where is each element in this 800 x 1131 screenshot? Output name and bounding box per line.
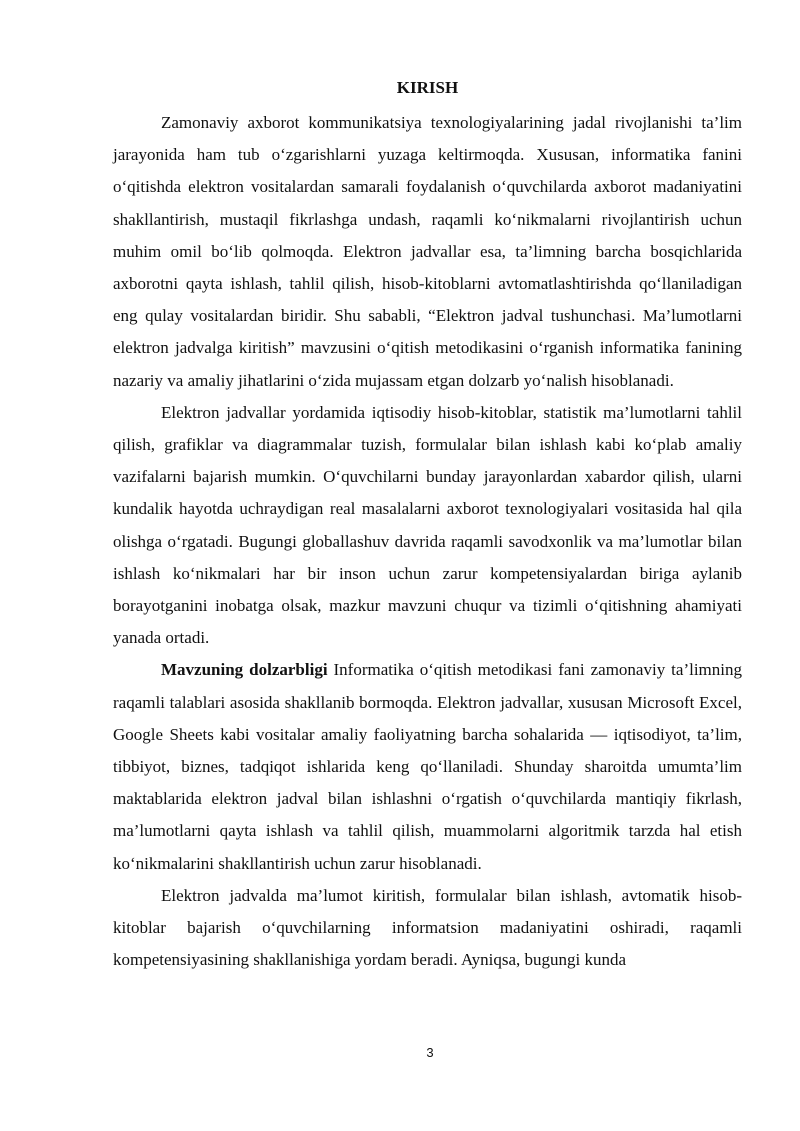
paragraph-text: Elektron jadvallar yordamida iqtisodiy hisob-kitoblar, statistik ma’lumotlarni tahlil qilish, grafiklar va diagrammalar tuzish, formulalar bilan ishlash kabi ko‘plab amaliy vazifalarni bajarish mumkin. O‘quvchilarni bunday jarayonlardan xabardor qilish, ularni kundalik hayotda uchraydigan real masalalarni axborot texnologiyalari vositasida hal qila olishga o‘rgatadi. Bugungi globallashuv davrida raqamli savodxonlik va ma’lumotlar bilan ishlash ko‘nikmalari har bir inson uchun zarur kompetensiyalardan biriga aylanib borayotganini inobatga olsak, mazkur mavzuni chuqur va tizimli o‘qitishning ahamiyati yanada ortadi.: [113, 402, 742, 648]
paragraph-lead-heading: Mavzuning dolzarbligi: [161, 660, 328, 680]
document-page: [113, 75, 742, 976]
paragraph-3: [113, 654, 742, 879]
paragraph-text: Elektron jadvalda ma’lumot kiritish, formulalar bilan ishlash, avtomatik hisob-kitoblar bajarish o‘quvchilarning informatsion madaniyatini oshiradi, raqamli kompetensiyasining shakllanishiga yordam beradi. Ayniqsa, bugungi kunda: [113, 885, 742, 970]
section-title: KIRISH: [396, 78, 459, 97]
paragraph-2: [113, 397, 742, 655]
page-number: 3: [426, 1045, 434, 1060]
paragraph-4: [113, 880, 742, 977]
paragraph-text: Zamonaviy axborot kommunikatsiya texnologiyalarining jadal rivojlanishi ta’lim jarayonida ham tub o‘zgarishlarni yuzaga keltirmoqda. Xususan, informatika fanini o‘qitishda elektron vositalardan samarali foydalanish o‘quvchilarda axborot madaniyatini shakllantirish, mustaqil fikrlashga undash, raqamli ko‘nikmalarni rivojlantirish uchun muhim omil bo‘lib qolmoqda. Elektron jadvallar esa, ta’limning barcha bosqichlarida axborotni qayta ishlash, tahlil qilish, hisob-kitoblarni avtomatlashtirishda qo‘llaniladigan eng qulay vositalardan biridir. Shu sababli, “Elektron jadval tushunchasi. Ma’lumotlarni elektron jadvalga kiritish” mavzusini o‘qitish metodikasini o‘rganish informatika fanining nazariy va amaliy jihatlarini o‘zida mujassam etgan dolzarb yo‘nalish hisoblanadi.: [113, 113, 742, 390]
paragraph-text: Informatika o‘qitish metodikasi fani zamonaviy ta’limning raqamli talablari asosida shakllanib bormoqda. Elektron jadvallar, xususan Microsoft Excel, Google Sheets kabi vositalar amaliy faoliyatning barcha sohalarida — iqtisodiyot, ta’lim, tibbiyot, biznes, tadqiqot ishlarida keng qo‘llaniladi. Shunday sharoitda umumta’lim maktablarida elektron jadval bilan ishlashni o‘rgatish o‘quvchilarda mantiqiy fikrlash, ma’lumotlarni qayta ishlash va tahlil qilish, muammolarni algoritmik tarzda hal etish ko‘nikmalarini shakllantirish uchun zarur hisoblanadi.: [113, 660, 742, 873]
paragraph-1: [113, 107, 742, 397]
